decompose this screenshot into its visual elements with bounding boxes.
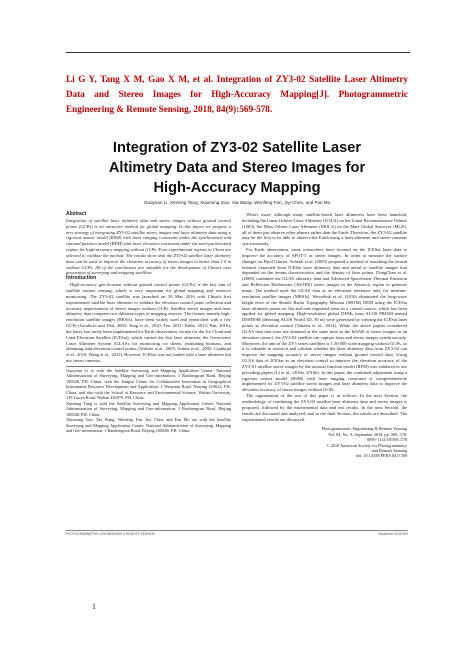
abstract-heading: Abstract [66, 211, 87, 217]
publication-info [242, 426, 407, 458]
paper-title [66, 138, 408, 198]
citation-reference: Li G Y, Tang X M, Gao X M, et al. Integration of ZY3-02 Satellite Laser Altimetry Data and Stereo Images for High-Accuracy Mapping[J]. Photogrammetric Engineering & Remote Sensing, 2018, 84(9):569-578. [66, 74, 408, 114]
affiliation-note: Guoyuan Li is with the Satellite Surveying and Mapping Application Center, National Administration of Surveying, Mapping and Geo-information, 1 Baishengcun Road, Beijing 100048, P.R. China, with the Jiangsu Center for Collaborative Innovation in Geographical Information Resource Development and Application, 1 Wenyuan Road, Nanjing 210023, P.R. China, and also with the School of Resource and Environmental Science, Wuhan University, 129 Luoyu Road, Wuhan 430079, P.R. China. [66, 367, 231, 401]
top-rule [66, 52, 410, 53]
right-column [242, 212, 407, 459]
doi-line: doi: 10.14358/PERS.84.9.569 [355, 453, 407, 459]
left-column [66, 212, 231, 434]
copyright-line-2: and Remote Sensing [371, 448, 407, 453]
page-number: 1 [92, 602, 96, 611]
author-list: Guoyuan Li, Xinming Tang, Xiaoming Gao, Xia Wang, Wenfeng Fan, Jiyi Chen, and Fan Mo [143, 200, 331, 205]
abstract-text: Integration of satellite laser altimetry data and stereo images without ground control points (GCPs) is an attractive method for global mapping. In this paper, we propose a new strategy of integrating ZY3-02 satellite stereo images and laser altimetry data using a rigorous sensor model (RSM) with laser ranging constraint under the synchronized and rational function model (RFM) with laser elevation constraint under the non-synchronized regime for high-accuracy mapping without GCPs. Four experimental regions in China are selected to validate the method. The results show that the ZY3-02 satellite laser altimetry data can be used to improve the elevation accuracy of stereo images to better than 1.0 m without GCPs. All of the conclusions are valuable for the development of China's next generation of surveying and mapping satellites. [66, 217, 231, 276]
title-line-3: High-Accuracy Mapping [153, 180, 321, 196]
footer-rule [66, 530, 408, 531]
title-line-1: Integration of ZY3-02 Satellite Laser [112, 140, 362, 156]
issn-line: 0099-1112/18/569–578 [366, 437, 407, 443]
title-line-2: Altimetry Data and Stereo Images for [108, 160, 366, 176]
copyright-line: © 2018 American Society for Photogrammetry [326, 442, 407, 448]
affiliation-note: Xinming Tang is with the Satellite Surveying and Mapping Application Center, National Administration of Surveying, Mapping and Geo-information, 1 Baishengcun Road, Beijing 100048, P.R. China. [66, 400, 231, 417]
body-paragraph: What's more, although many satellite-based laser altimeters have been launched, including the Lunar Orbiter Laser Altimeter (LOLA) on the Lunar Reconnaissance Orbiter (LRO), the Mars Orbiter Laser Altimeter (MOLA) on the Mars Global Surveyor (MGS), all of them just observe other planets rather than the Earth. Therefore, the ZY3-02 satellite may be the first to be able to observe the Earth using a laser altimeter and stereo cameras synchronously. [242, 212, 407, 247]
page-footer [66, 530, 408, 536]
footer-journal: PHOTOGRAMMETRIC ENGINEERING & REMOTE SENSING [66, 532, 156, 536]
introduction-heading: Introduction [66, 275, 97, 282]
body-paragraph: For Earth observation, some researchers have focused on the ICESat laser data to improve the accuracy of SPOT-5 or stereo images. In order to measure the surface changes on Byrd Glacier, Schenk et al. (2005) proposed a method of matching the terrain features extracted from ICESat laser altimetry data and aerial or satellite images that depended on the terrain characteristics and the density of laser points. DongChen et al. (2009) combined the GLAS altimetry data and Advanced Spaceborne Thermal Emission and Reflection Radiometer (ASTER) stereo images in the Antarctic region to generate maps. The method used the GLAS data as an elevation reference only for medium-resolution satellite images (MRSIs). Wesselink et al. (2016) eliminated the long-wave height error of the Shuttle Radar Topography Mission (SRTM) DEM using the ICESat laser altimeter points on flat and non-vegetated areas as a control source, which has been applied for global mapping. High-resolution global DEMs from ALOS PRISM named DEM30M (denoting ALOS World 3D, 30 m) were generated by viewing the ICESat laser points as elevation control (Takaku et al., 2014). While the above papers considered GLAS data that were not obtained at the same time as the InSAR or stereo images as an elevation control, the ZY3-02 satellite can capture laser and stereo images synchronously. Moreover, the aim of the ZY3 series satellites is 1:50 000 scale mapping without GCPs, so it is valuable to research and validate whether the laser altimetry data from ZY3-02 can improve the mapping accuracy of stereo images without ground control data. Using GLAS data of ICESat as an elevation control to improve the elevation accuracy of the ZY3-01 satellite stereo images by the rational function model (RFM) was validated in our preceding papers (Li et al., 2016a, 2016b). In this paper, the combined adjustment using a rigorous sensor model (RSM) with laser ranging constraint is comprehensively implemented for ZY3-02 satellite stereo images and laser altimetry data to improve the elevation accuracy of stereo images without GCPs. [242, 247, 407, 393]
volume-info: Vol. 84, No. 9, September 2018, pp. 569–578. [328, 431, 407, 437]
footer-page-info: September 2018 569 [378, 532, 408, 536]
introduction-paragraph: High-accuracy geo-location without ground control points (GCPs) is the key aim of satellite remote sensing, which is very important for global mapping and resource monitoring. The ZY3-02 satellite was launched on 30 May 2016 with China's first experimental satellite laser altimeter to validate the elevation control point collection and accuracy improvement of stereo images without GCPs. Satellite stereo images and laser altimetry data comprise two different types of mapping sources. The former, namely high-resolution satellite images (HRSIs), have been widely used and researched with a few GCPs (Grodecki and Dial, 2003; Tong et al., 2010; Teo, 2011; Pablo, 2013; Pan, 2016); the latter, has rarely been implemented for Earth observation, except for the Ice Cloud and Land Elevation Satellite (ICESat), which carried the first laser altimeter, the Geoscience Laser Altimeter System (GLAS), for monitoring ice sheets, estimating biomass, and obtaining land elevation control points (Abshire et al., 2005; Schutz et al., 2005; Carabajal et al., 2010; Wang et al., 2011). However, ICESat was not loaded with a laser altimeter but not stereo cameras. [66, 282, 231, 364]
affiliation-note: Xiaoming Gao, Xia Wang, Wenfeng Fan, Jiyi Chen, and Fan Mo are with the Satellite Surveying and Mapping Application Center, National Administration of Surveying, Mapping and Geo-information, 1 Baishengcun Road, Beijing 100048, P.R. China. [66, 417, 231, 434]
journal-name: Photogrammetric Engineering & Remote Sensing [321, 426, 407, 432]
body-paragraph: The organization of the rest of this paper is as follows. In the next Section, the methodology of combining the ZY3-02 satellite laser altimetry data and stereo images is proposed, followed by the experimental data and test results. In the next Section, the results are discussed and analyzed, and in the final Section, the results are described. The experimental results are discussed. [242, 393, 407, 422]
footnote-separator [66, 366, 231, 367]
